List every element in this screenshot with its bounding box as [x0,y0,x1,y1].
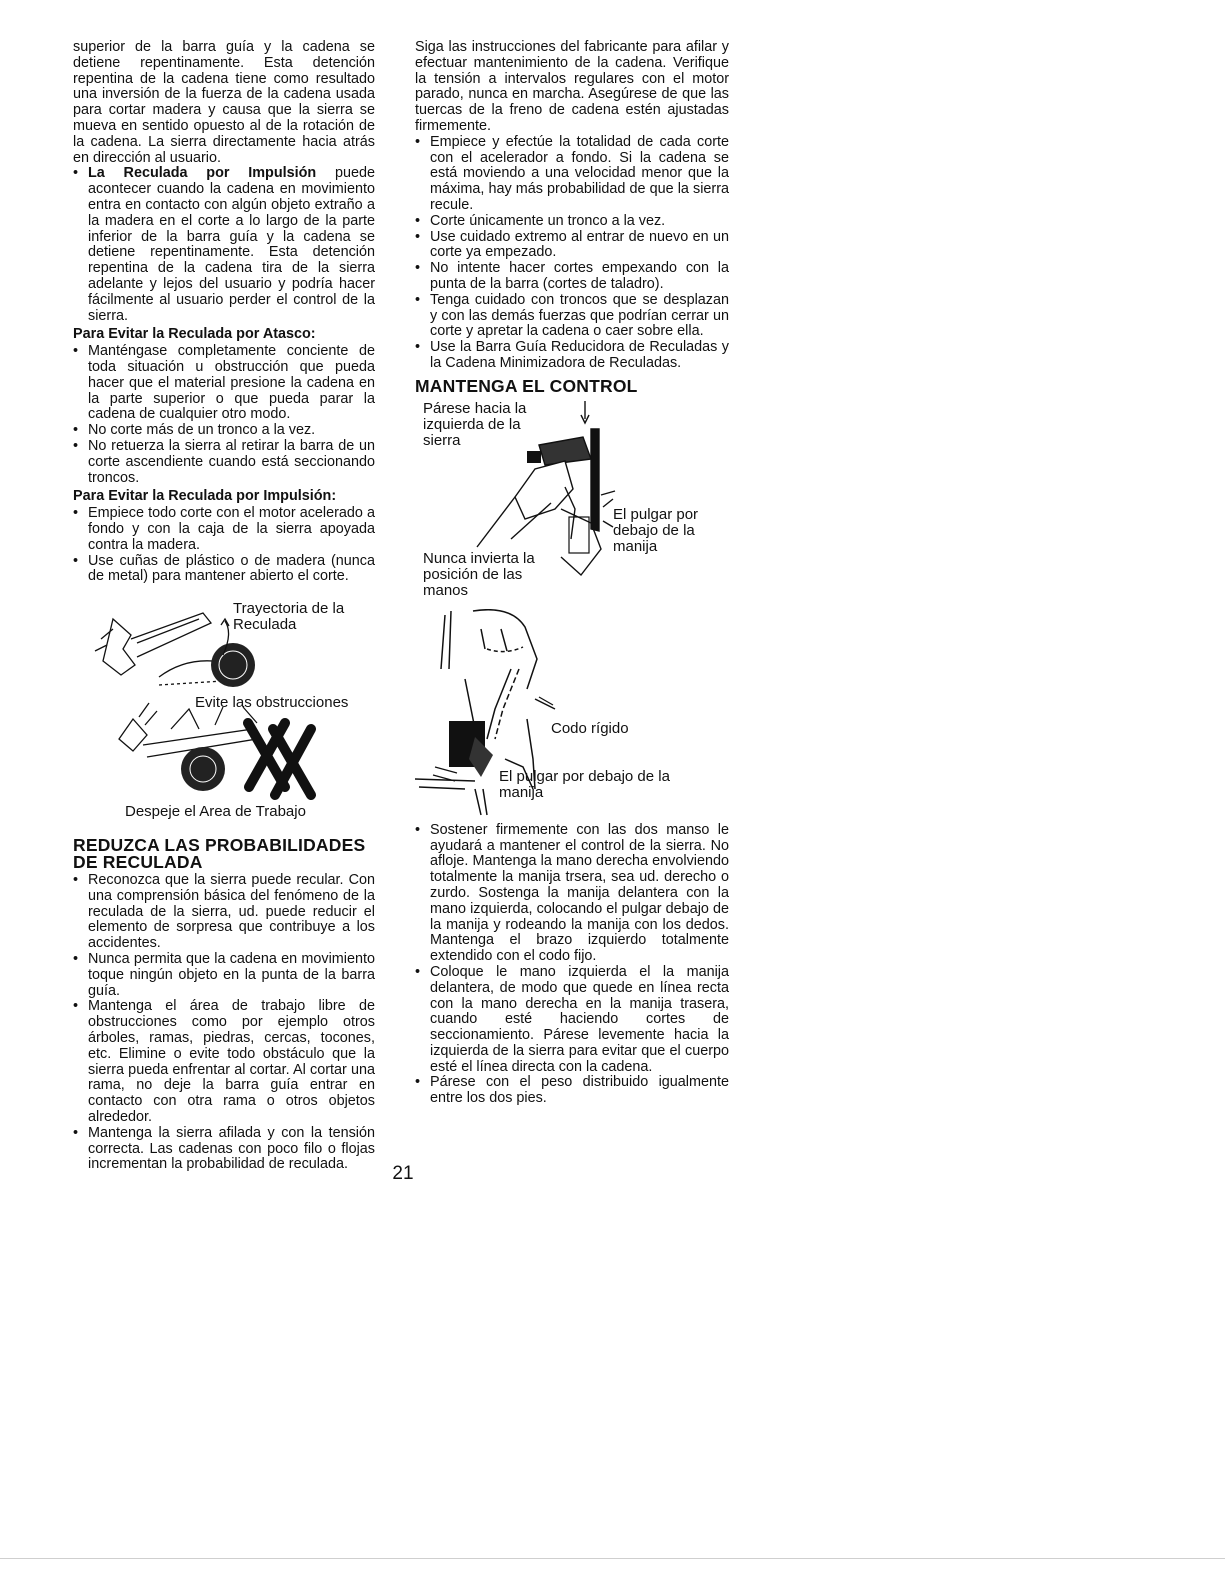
list-item: • Use cuidado extremo al entrar de nuevo en un corte ya empezado. [415,230,729,262]
right-column [415,40,729,1107]
kickback-illustration [73,599,375,835]
left-column [73,40,375,1173]
fig-label-parese: Párese hacia la izquierda de la sierra [423,399,527,449]
list-item: • Nunca permita que la cadena en movimiento toque ningún objeto en la punta de la barra guía. [73,952,375,999]
list-item [73,166,375,324]
list-item: • Coloque le mano izquierda el la manija delantera, de modo que quede en línea recta con la mano derecha en la manija trasera, cuando esté haciendo cortes de seccionamiento. Párese levemente hacia la izquierda de la sierra para evitar que el cuerpo esté el línea directa con la cadena. [415,965,729,1076]
list-item: • No intente hacer cortes empexando con la punta de la barra (cortes de taladro). [415,261,729,293]
term-text: puede acontecer cuando la cadena en movimiento entra en contacto con algún objeto extraño a la madera en el corte a lo largo de la parte inferior de la barra guía y la cadena se detiene repentinamente. Esta detención repentina de la cadena tira de la sierra adelante y lejos del usuario y podría hacer fácilmente al usuario perder el control de la sierra. [88,165,375,324]
list-item: • Sostener firmemente con las dos manso le ayudará a mantener el control de la sierra. No afloje. Mantenga la mano derecha envolviendo totalmente la manija trsera, sea ud. derecho o zurdo. Sostenga la manija delantera con la mano izquierda, colocando el pulgar debajo de la manija y rodeando la manija con los dedos. Mantenga el brazo izquierdo totalmente extendido con el codo fijo. [415,823,729,965]
subheading-impulsion: Para Evitar la Reculada por Impulsión: [73,488,337,505]
list-item: • Empiece y efectúe la totalidad de cada corte con el acelerador a fondo. Si la cadena se está moviendo a una velocidad menor que la máxima, hay más probabilidad de que la sierra recule. [415,135,729,214]
list-item: • Mantenga la sierra afilada y con la tensión correcta. Las cadenas con poco filo o flojas incrementan la probabilidad de reculada. [73,1126,375,1173]
reduzca-list [73,873,375,1173]
term: La Reculada por Impulsión [88,165,317,182]
intro-paragraph: superior de la barra guía y la cadena se detiene repentinamente. Esta detención repentina de la cadena tiene como resultado una inversión de la fuerza de la cadena usada para cortar madera y causa que la sierra se mueva en sentido opuesto al de la rotación de la cadena. La sierra directamente hacia atrás en dirección al usuario. [73,39,375,166]
atasco-list [73,344,375,486]
fig-label-codo: Codo rígido [551,719,629,737]
list-item: • No retuerza la sierra al retirar la barra de un corte ascendiente cuando está seccionando troncos. [73,439,375,486]
list-item: • Tenga cuidado con troncos que se desplazan y con las demás fuerzas que podrían cerrar un corte y apretar la cadena o caer sobre ella. [415,293,729,340]
right-list [415,135,729,372]
hand-position-figure [415,399,729,609]
list-item: • Párese con el peso distribuido igualmente entre los dos pies. [415,1075,729,1107]
section-heading-mantenga: MANTENGA EL CONTROL [415,375,638,396]
list-item: • Empiece todo corte con el motor acelerado a fondo y con la caja de la sierra apoyada contra la madera. [73,506,375,553]
intro-paragraph: Siga las instrucciones del fabricante para afilar y efectuar mantenimiento de la cadena. Verifique la tensión a intervalos regulares con el motor parado, nunca en marcha. Asegúrese de que las tuercas de la freno de cadena estén ajustadas firmemente. [415,39,729,134]
list-item: • Mantenga el área de trabajo libre de obstrucciones como por ejemplo otros árboles, ramas, piedras, cercas, tocones, etc. Elimine o evite todo obstáculo que la sierra pueda enfrentar al cortar. Al cortar una rama, no deje la barra guía entrar en contacto con otra rama o otros objetos alrededor. [73,999,375,1125]
impulsion-bullet [73,166,375,324]
fig-caption-despeje: Despeje el Area de Trabajo [125,803,306,821]
list-item: • No corte más de un tronco a la vez. [73,423,375,439]
list-item: • Corte únicamente un tronco a la vez. [415,214,729,230]
list-item: • Use la Barra Guía Reducidora de Reculadas y la Cadena Minimizadora de Reculadas. [415,340,729,372]
page-number: 21 [392,1163,414,1184]
list-item: • Manténgase completamente conciente de toda situación u obstrucción que pueda hacer que el material presione la cadena en la parte superior o que pueda parar la cadena de cualquier otro modo. [73,344,375,423]
stance-figure [415,609,729,821]
control-list [415,823,729,1107]
kickback-figure [73,599,375,835]
fig-label-nunca-invierta: Nunca invierta la posición de las manos [423,549,535,599]
fig-label-pulgar: El pulgar por debajo de la manija [613,505,699,555]
fig-label-obstrucciones: Evite las obstrucciones [195,694,349,712]
subheading-atasco: Para Evitar la Reculada por Atasco: [73,326,316,343]
section-heading-reduzca: REDUZCA LAS PROBABILIDADES DE RECULADA [73,835,366,873]
fig-label-pulgar-manija: El pulgar por debajo de la manija [499,767,670,801]
list-item: • Use cuñas de plástico o de madera (nunca de metal) para mantener abierto el corte. [73,554,375,586]
list-item: • Reconozca que la sierra puede recular. Con una comprensión básica del fenómeno de la reculada de la sierra, ud. puede reducir el elemento de sorpresa que contribuye a los accidentes. [73,873,375,952]
fig-label-trayectoria: Trayectoria de la Reculada [233,600,345,634]
impulsion-list [73,506,375,585]
bottom-rule [0,1558,1225,1559]
